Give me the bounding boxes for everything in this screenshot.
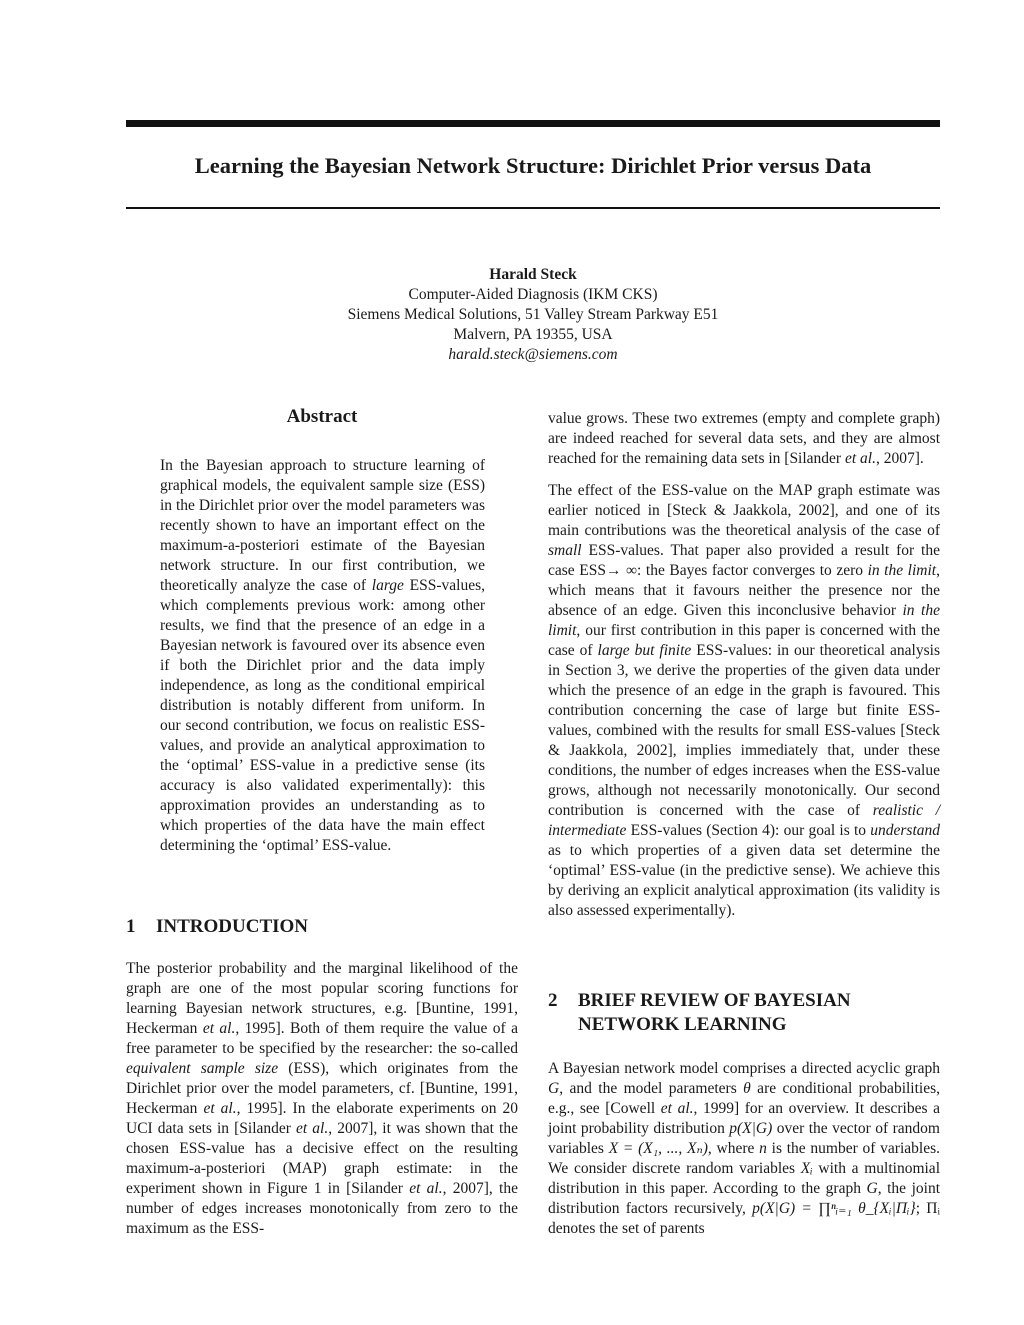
introduction-body [126, 959, 518, 1239]
author-affiliation: Computer-Aided Diagnosis (IKM CKS) [408, 286, 658, 303]
paper-title: Learning the Bayesian Network Structure: Dirichlet Prior versus Data [194, 153, 872, 178]
abstract-heading: Abstract [286, 406, 358, 427]
review-paragraph: A Bayesian network model comprises a directed acyclic graph G, and the model parameters θ are conditional probabilities, e.g., see [Cowell et al., 1999] for an overview. It describes a joint probability distribution p(X|G) over the vector of random variables X = (X₁, ..., Xₙ), where n is the number of variables. We consider discrete random variables Xᵢ with a multinomial distribution in this paper. According to the graph G, the joint distribution factors recursively, p(X|G) = ∏ⁿᵢ₌₁ θ_{Xᵢ|Πᵢ}; Πᵢ denotes the set of parents [548, 1060, 941, 1237]
section-number: 1 [126, 916, 136, 937]
author-block [126, 265, 940, 365]
author-name: Harald Steck [489, 266, 577, 283]
title-rule-bottom [126, 207, 940, 209]
section-heading-review [548, 989, 940, 1037]
introduction-paragraph: The posterior probability and the marginal likelihood of the graph are one of the most popular scoring functions for learning Bayesian network structures, e.g. [Buntine, 1991, Heckerman et al., 1995]. Both of them require the value of a free parameter to be specified by the researcher: the so-called equivalent sample size (ESS), which originates from the Dirichlet prior over the model parameters, cf. [Buntine, 1991, Heckerman et al., 1995]. In the elaborate experiments on 20 UCI data sets in [Silander et al., 2007], it was shown that the chosen ESS-value has a decisive effect on the resulting maximum-a-posteriori (MAP) graph estimate: in the experiment shown in Figure 1 in [Silander et al., 2007], the number of edges increases monotonically from zero to the maximum as the ESS- [126, 960, 518, 1237]
section-title-line-2: NETWORK LEARNING [578, 1014, 787, 1035]
section-heading-introduction [126, 915, 518, 939]
author-address-line-1: Siemens Medical Solutions, 51 Valley Stream Parkway E51 [347, 306, 719, 323]
section-title-line-1: BRIEF REVIEW OF BAYESIAN [578, 990, 851, 1011]
right-column-body [548, 409, 940, 921]
abstract-body [160, 456, 485, 856]
abstract-paragraph: In the Bayesian approach to structure learning of graphical models, the equivalent sample size (ESS) in the Dirichlet prior over the model parameters was recently shown to have an important effect on the maximum-a-posteriori estimate of the Bayesian network structure. In our first contribution, we theoretically analyze the case of large ESS-values, which complements previous work: among other results, we find that the presence of an edge in a Bayesian network is favoured over its absence even if both the Dirichlet prior and the data imply independence, as long as the conditional empirical distribution is notably different from uniform. In our second contribution, we focus on realistic ESS-values, and provide an analytical approximation to the ‘optimal’ ESS-value in a predictive sense (its accuracy is also validated experimentally): this approximation provides an understanding as to which properties of the data have the main effect determining the ‘optimal’ ESS-value. [160, 457, 485, 854]
right-column-paragraph-2: The effect of the ESS-value on the MAP graph estimate was earlier noticed in [Steck & Jaakkola, 2002], and one of its main contributions was the theoretical analysis of the case of small ESS-values. That paper also provided a result for the case ESS→ ∞: the Bayes factor converges to zero in the limit, which means that it favours neither the presence nor the absence of an edge. Given this inconclusive behavior in the limit, our first contribution in this paper is concerned with the case of large but finite ESS-values: in our theoretical analysis in Section 3, we derive the properties of the given data under which the presence of an edge in the graph is favoured. This contribution concerning the case of large but finite ESS-values, combined with the results for small ESS-values [Steck & Jaakkola, 2002], implies immediately that, under these conditions, the number of edges increases when the ESS-value grows, although not necessarily monotonically. Our second contribution is concerned with the case of realistic / intermediate ESS-values (Section 4): our goal is to understand as to which properties of a given data set determine the ‘optimal’ ESS-value (in the predictive sense). We achieve this by deriving an explicit analytical approximation (its validity is also assessed experimentally). [548, 482, 940, 919]
title-rule-top [126, 120, 940, 127]
review-body [548, 1059, 940, 1239]
section-title: INTRODUCTION [156, 916, 309, 937]
author-email: harald.steck@siemens.com [448, 346, 618, 363]
right-column-paragraph-1: value grows. These two extremes (empty and complete graph) are indeed reached for several data sets, and they are almost reached for the remaining data sets in [Silander et al., 2007]. [548, 410, 940, 467]
author-address-line-2: Malvern, PA 19355, USA [453, 326, 613, 343]
section-number: 2 [548, 990, 558, 1011]
